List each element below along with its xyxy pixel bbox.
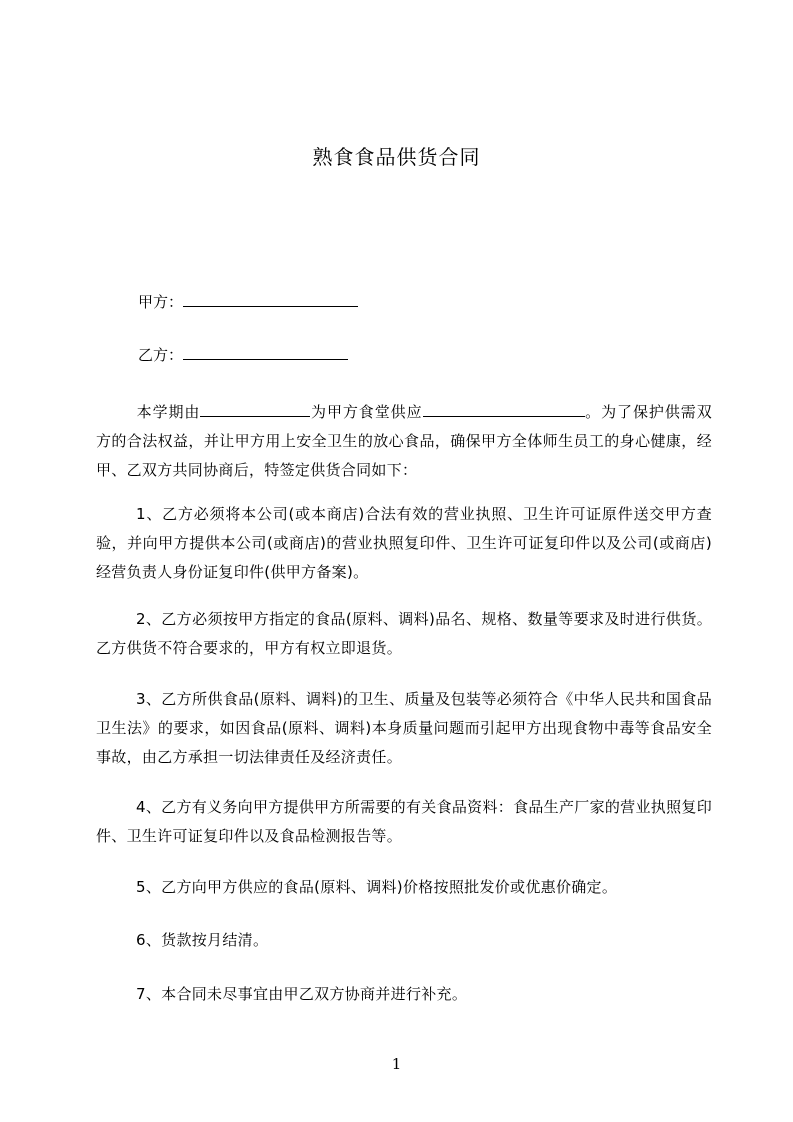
clause-6-text: 6、货款按月结清。: [136, 931, 269, 949]
clause-7-text: 7、本合同未尽事宜由甲乙双方协商并进行补充。: [136, 985, 468, 1003]
party-b-field: [138, 345, 348, 365]
intro-text-2: 为甲方食堂供应: [310, 403, 423, 421]
clause-6: [96, 926, 712, 955]
party-a-field: [138, 292, 358, 312]
clause-1-text: 1、乙方必须将本公司(或本商店)合法有效的营业执照、卫生许可证原件送交甲方查验，并向甲方提供本公司(或商店)的营业执照复印件、卫生许可证复印件以及公司(或商店)经营负责人身份证复印件(供甲方备案)。: [96, 505, 712, 581]
document-title: 熟食食品供货合同: [312, 145, 481, 169]
intro-text-1: 本学期由: [136, 403, 201, 421]
clause-2-text: 2、乙方必须按甲方指定的食品(原料、调料)品名、规格、数量等要求及时进行供货。乙方供货不符合要求的，甲方有权立即退货。: [96, 610, 712, 657]
clause-2: [96, 605, 712, 663]
party-b-label: 乙方：: [138, 346, 184, 364]
clause-1: [96, 500, 712, 587]
clause-7: [96, 980, 712, 1009]
party-a-label: 甲方：: [138, 293, 184, 311]
clause-3: [96, 685, 712, 772]
party-a-blank[interactable]: [183, 292, 358, 307]
clause-4-text: 4、乙方有义务向甲方提供甲方所需要的有关食品资料：食品生产厂家的营业执照复印件、卫生许可证复印件以及食品检测报告等。: [96, 798, 712, 845]
goods-blank[interactable]: [423, 402, 585, 417]
intro-text-3: 。为了保护供需双方的合法权益，并让甲方用上安全卫生的放心食品，确保甲方全体师生员工的身心健康，经甲、乙双方共同协商后，特签定供货合同如下：: [96, 403, 713, 479]
party-b-blank[interactable]: [183, 345, 348, 360]
clause-5: [96, 873, 712, 902]
intro-paragraph: [96, 398, 712, 485]
supplier-blank[interactable]: [200, 402, 310, 417]
clause-4: [96, 793, 712, 851]
clause-5-text: 5、乙方向甲方供应的食品(原料、调料)价格按照批发价或优惠价确定。: [136, 878, 618, 896]
page-number: 1: [391, 1055, 402, 1073]
clause-3-text: 3、乙方所供食品(原料、调料)的卫生、质量及包装等必须符合《中华人民共和国食品卫生法》的要求，如因食品(原料、调料)本身质量问题而引起甲方出现食物中毒等食品安全事故，由乙方承担一切法律责任及经济责任。: [96, 690, 712, 766]
